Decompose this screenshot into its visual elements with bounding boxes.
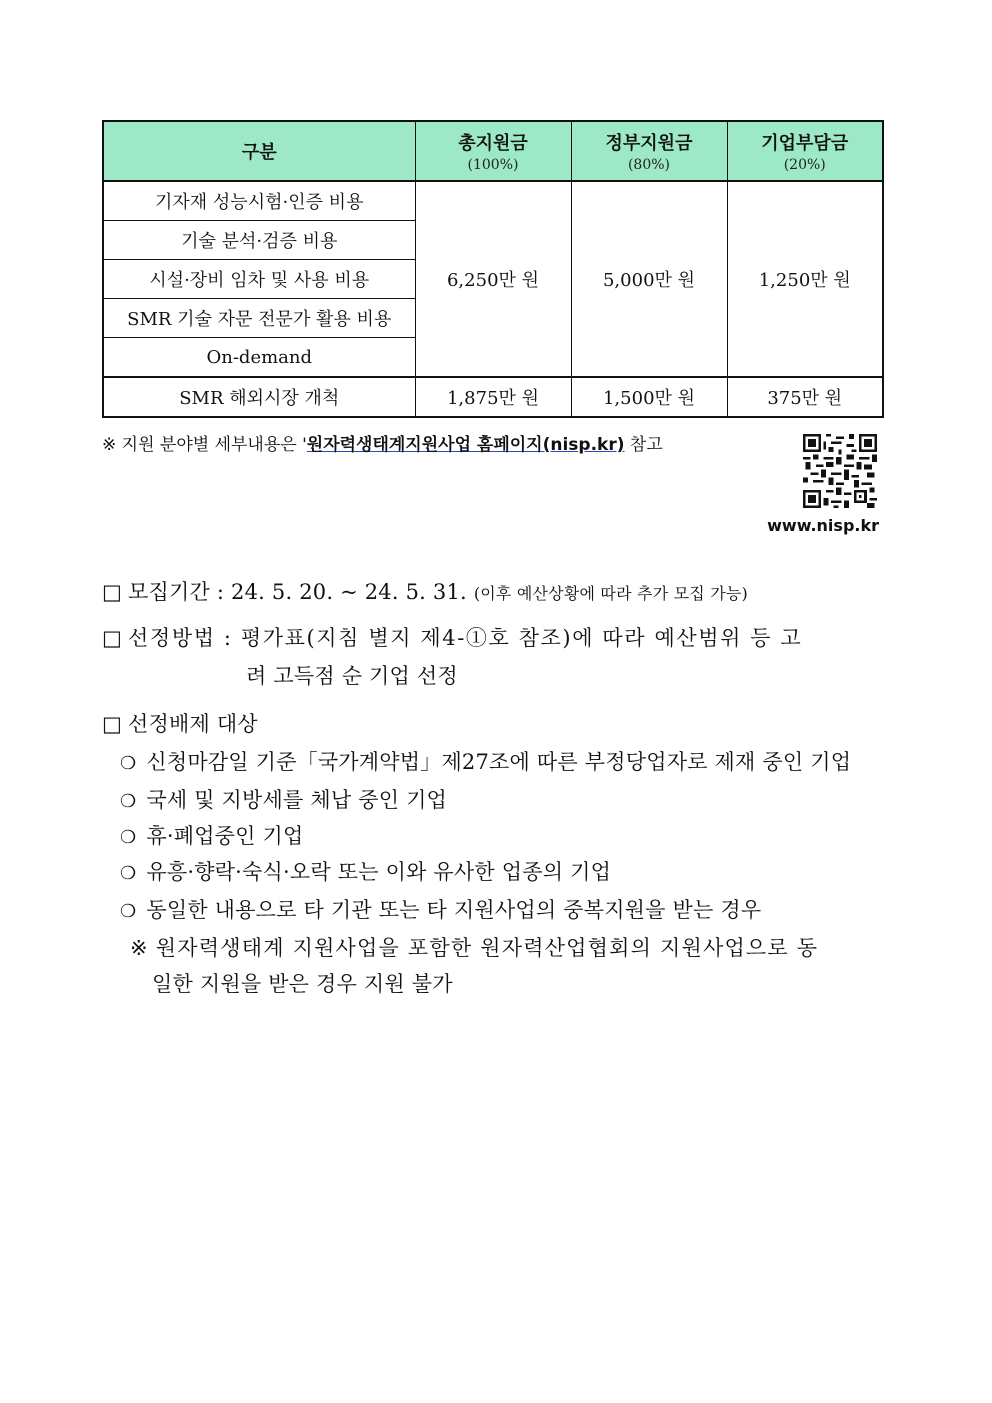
method-line-1: 선정방법 : 평가표(지침 별지 제4-①호 참조)에 따라 예산범위 등 고 [128, 626, 803, 650]
remark-line-1: 원자력생태계 지원사업을 포함한 원자력산업협회의 지원사업으로 동 [155, 936, 819, 960]
row-label: SMR 기술 자문 전문가 활용 비용 [103, 299, 415, 338]
method-line-2: 려 고득점 순 기업 선정 [246, 664, 458, 688]
support-table [102, 120, 884, 418]
header-government: 정부지원금 (80%) [571, 121, 727, 181]
reference-note [102, 430, 663, 455]
square-bullet-icon: □ [102, 580, 123, 604]
row-label: 기자재 성능시험·인증 비용 [103, 181, 415, 221]
row-label: 시설·장비 임차 및 사용 비용 [103, 260, 415, 299]
group-total-amount: 6,250만 원 [415, 181, 571, 377]
cell-government: 1,500만 원 [571, 377, 727, 417]
circle-bullet-icon: ❍ [120, 863, 137, 884]
header-category: 구분 [103, 121, 415, 181]
header-total: 총지원금 (100%) [415, 121, 571, 181]
exclusion-title-text: 선정배제 대상 [128, 712, 258, 736]
row-label: On-demand [103, 338, 415, 378]
circle-bullet-icon: ❍ [120, 901, 137, 922]
exclusion-remark [130, 932, 818, 962]
remark-mark: ※ [130, 936, 148, 960]
row-label: 기술 분석·검증 비용 [103, 221, 415, 260]
square-bullet-icon: □ [102, 712, 123, 736]
header-company: 기업부담금 (20%) [727, 121, 883, 181]
cell-company: 375만 원 [727, 377, 883, 417]
list-item: ❍ 신청마감일 기준「국가계약법」제27조에 따른 부정당업자로 제재 중인 기업 [120, 750, 852, 774]
group-government-amount: 5,000만 원 [571, 181, 727, 377]
list-item: ❍ 국세 및 지방세를 체납 중인 기업 [120, 788, 448, 812]
note-suffix: 참고 [624, 435, 663, 455]
selection-method [102, 622, 802, 652]
homepage-link[interactable]: 원자력생태계지원사업 홈페이지(nisp.kr) [306, 435, 625, 455]
group-company-amount: 1,250만 원 [727, 181, 883, 377]
remark-line-2: 일한 지원을 받은 경우 지원 불가 [152, 972, 453, 996]
list-item: ❍ 유흥·향락·숙식·오락 또는 이와 유사한 업종의 기업 [120, 860, 612, 884]
list-item: ❍ 휴·폐업중인 기업 [120, 824, 304, 848]
table-header-row [103, 121, 883, 181]
qr-code-icon [803, 434, 877, 508]
exclusion-title [102, 708, 258, 738]
circle-bullet-icon: ❍ [120, 827, 137, 848]
period-text: 모집기간 : 24. 5. 20. ~ 24. 5. 31. [128, 580, 467, 604]
row-label: SMR 해외시장 개척 [103, 377, 415, 417]
list-item: ❍ 동일한 내용으로 타 기관 또는 타 지원사업의 중복지원을 받는 경우 [120, 898, 762, 922]
cell-total: 1,875만 원 [415, 377, 571, 417]
table-row [103, 377, 883, 417]
period-note: (이후 예산상황에 따라 추가 모집 가능) [473, 584, 748, 603]
square-bullet-icon: □ [102, 626, 123, 650]
table-row [103, 181, 883, 221]
circle-bullet-icon: ❍ [120, 791, 137, 812]
recruitment-period [102, 576, 748, 606]
note-prefix: ※ 지원 분야별 세부내용은 ' [102, 435, 307, 455]
qr-url-label: www.nisp.kr [767, 516, 879, 535]
circle-bullet-icon: ❍ [120, 753, 137, 774]
